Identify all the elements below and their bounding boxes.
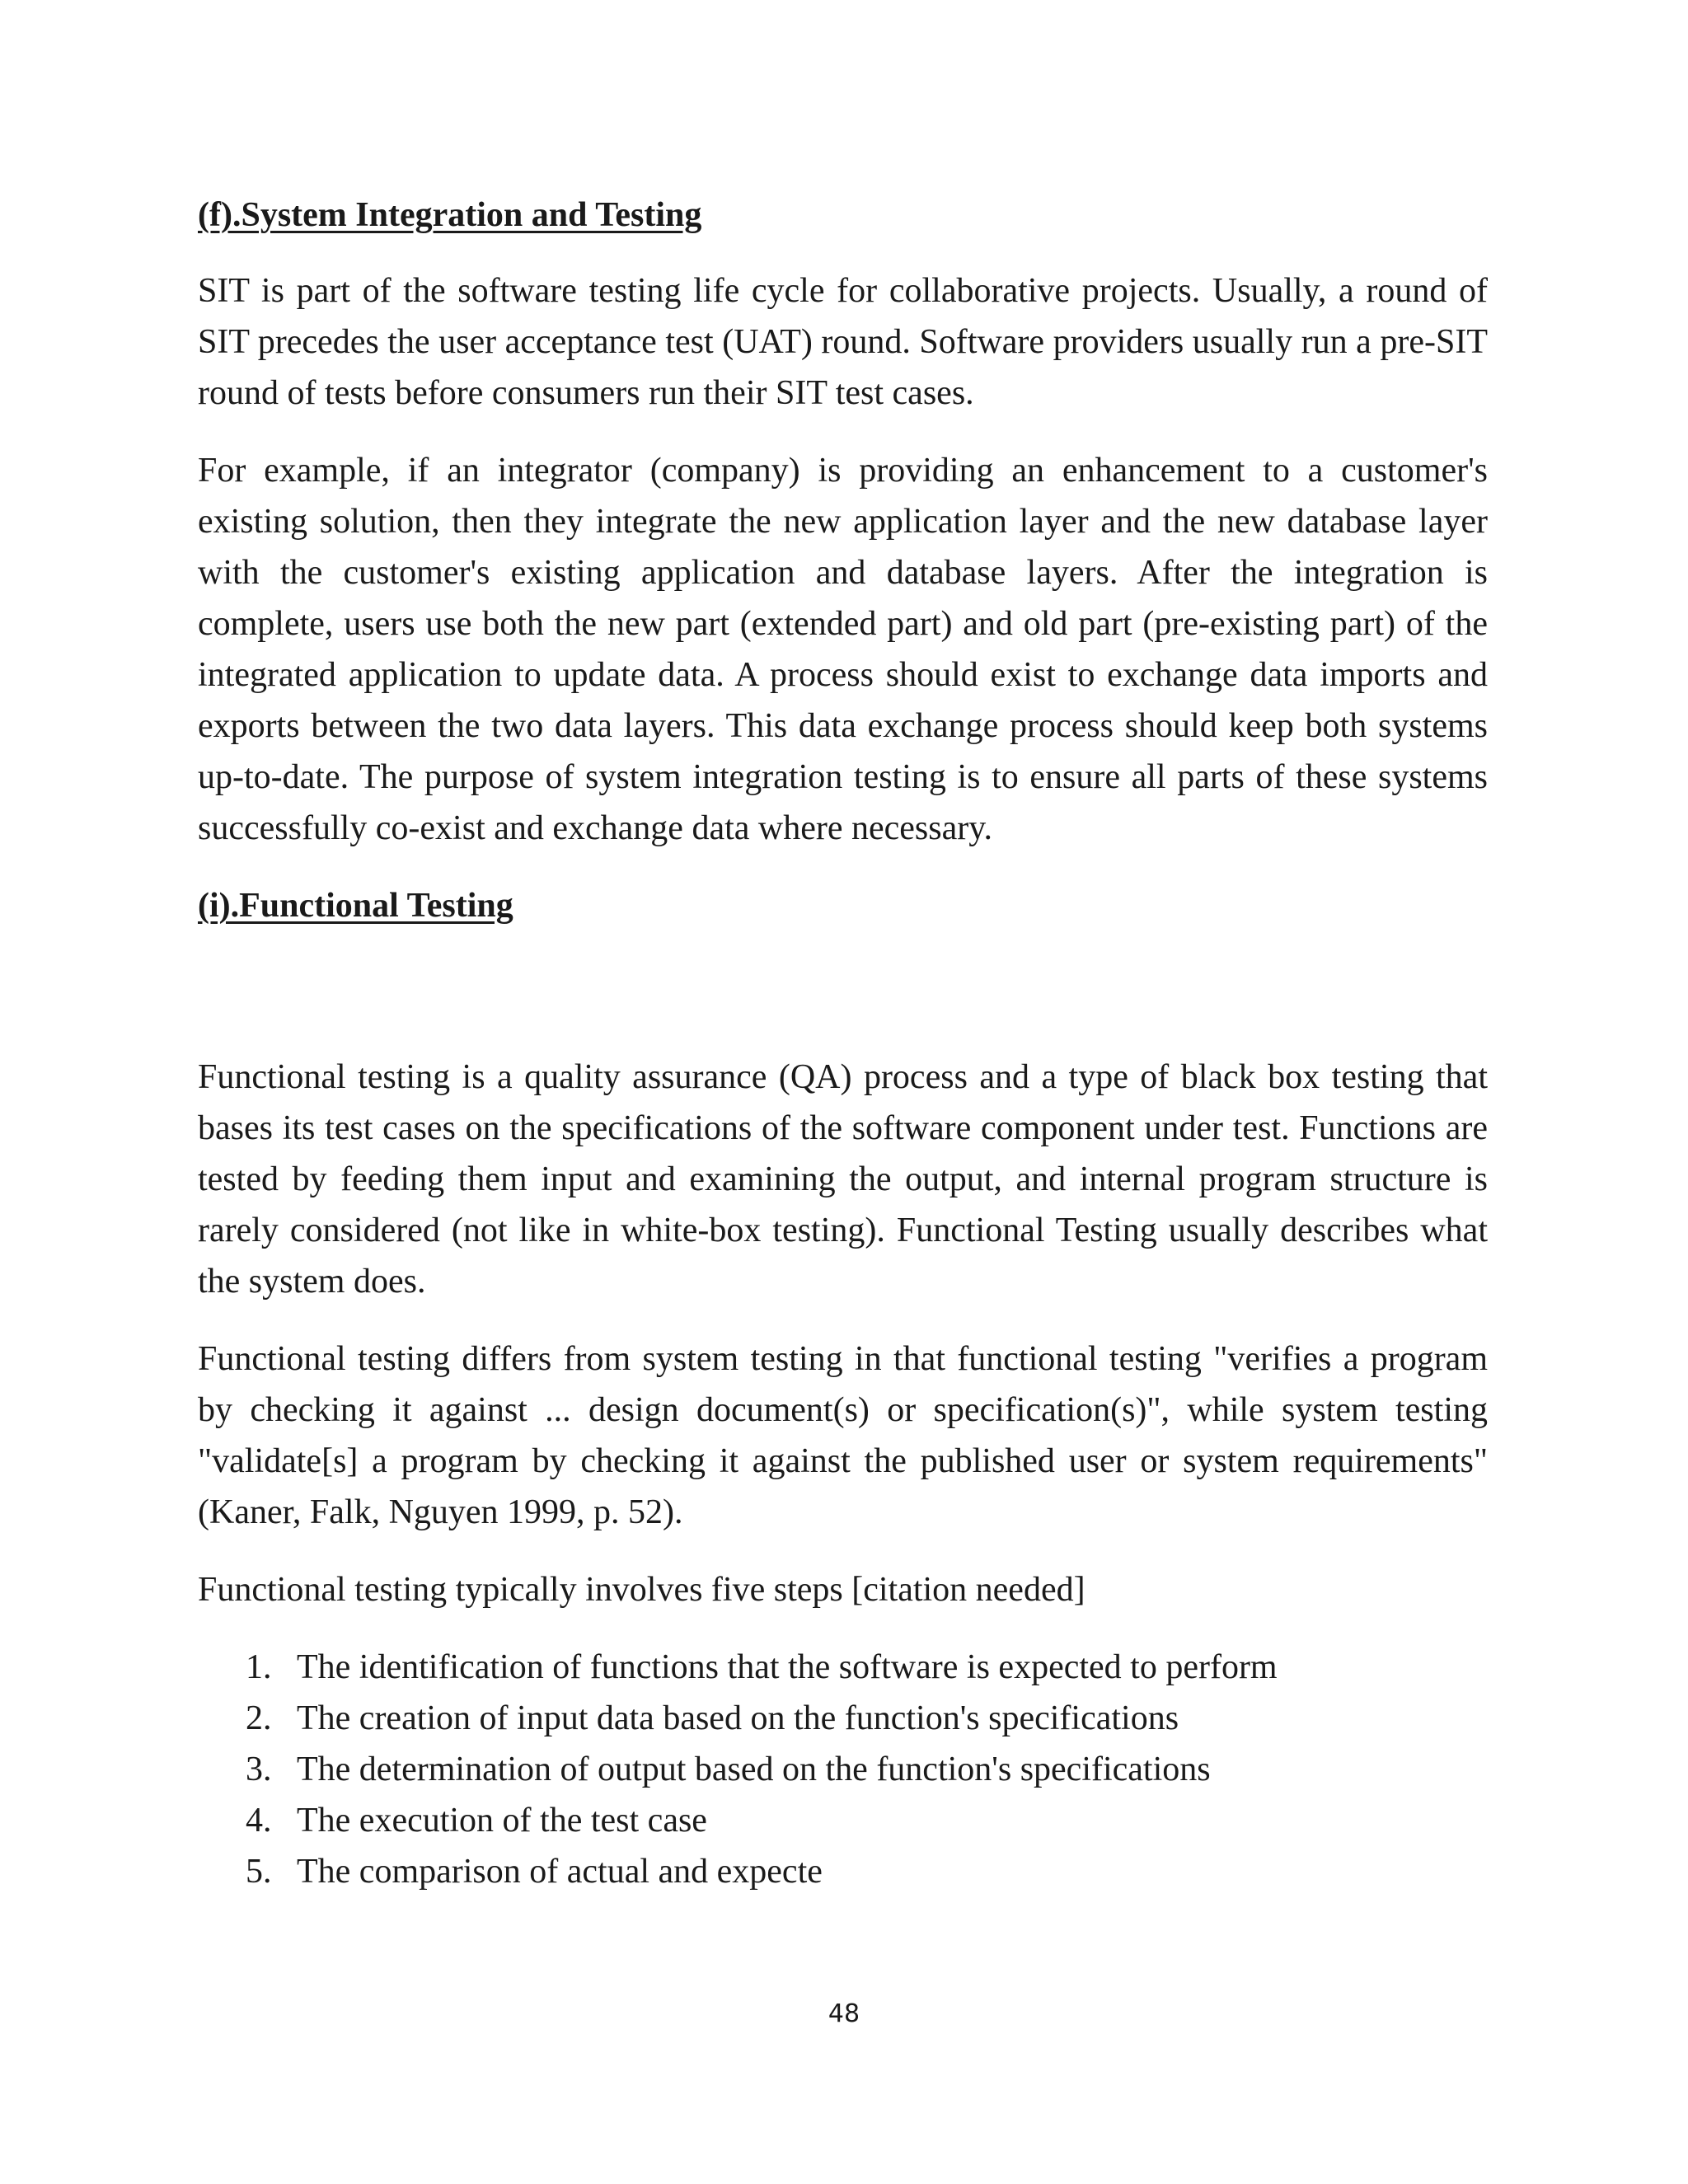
document-page	[198, 190, 1488, 1897]
list-item-text: The creation of input data based on the function's specifications	[297, 1699, 1179, 1737]
section-heading-functional-testing: (i).Functional Testing	[198, 887, 513, 925]
list-item-text: The identification of functions that the software is expected to perform	[297, 1648, 1278, 1686]
list-item-number: 3.	[246, 1750, 272, 1788]
list-item-text: The determination of output based on the function's specifications	[297, 1750, 1211, 1788]
list-item	[198, 1795, 1488, 1846]
list-item	[198, 1693, 1488, 1744]
list-item	[198, 1642, 1488, 1693]
page-number: 48	[828, 1999, 860, 2028]
steps-list	[198, 1642, 1488, 1897]
paragraph-functional-vs-system: Functional testing differs from system testing in that functional testing "verifies a program by checking it against ... design document(s) or specification(s)", while system testing "validate[s] a program by checking it against the published user or system requirements" (Kaner, Falk, Nguyen 1999, p. 52).	[198, 1340, 1488, 1531]
list-item-number: 2.	[246, 1699, 272, 1737]
list-item	[198, 1744, 1488, 1795]
list-item-number: 4.	[246, 1802, 272, 1840]
list-item-text: The comparison of actual and expecte	[297, 1853, 823, 1891]
list-item-text: The execution of the test case	[297, 1802, 707, 1840]
list-item	[198, 1846, 1488, 1897]
paragraph-sit-intro: SIT is part of the software testing life cycle for collaborative projects. Usually, a round of SIT precedes the user acceptance test (UAT) round. Software providers usually run a pre-SIT round of tests before consumers run their SIT test cases.	[198, 272, 1488, 412]
list-item-number: 5.	[246, 1853, 272, 1891]
section-heading-system-integration: (f).System Integration and Testing	[198, 196, 702, 234]
paragraph-sit-example: For example, if an integrator (company) is providing an enhancement to a customer's existing solution, then they integrate the new application layer and the new database layer with the customer's existing application and database layers. After the integration is complete, users use both the new part (extended part) and old part (pre-existing part) of the integrated application to update data. A process should exist to exchange data imports and exports between the two data layers. This data exchange process should keep both systems up-to-date. The purpose of system integration testing is to ensure all parts of these systems successfully co-exist and exchange data where necessary.	[198, 452, 1488, 847]
paragraph-functional-intro: Functional testing is a quality assurance (QA) process and a type of black box testing that bases its test cases on the specifications of the software component under test. Functions are tested by feeding them input and examining the output, and internal program structure is rarely considered (not like in white-box testing). Functional Testing usually describes what the system does.	[198, 1058, 1488, 1301]
list-item-number: 1.	[246, 1648, 272, 1686]
paragraph-five-steps: Functional testing typically involves five steps [citation needed]	[198, 1571, 1085, 1609]
